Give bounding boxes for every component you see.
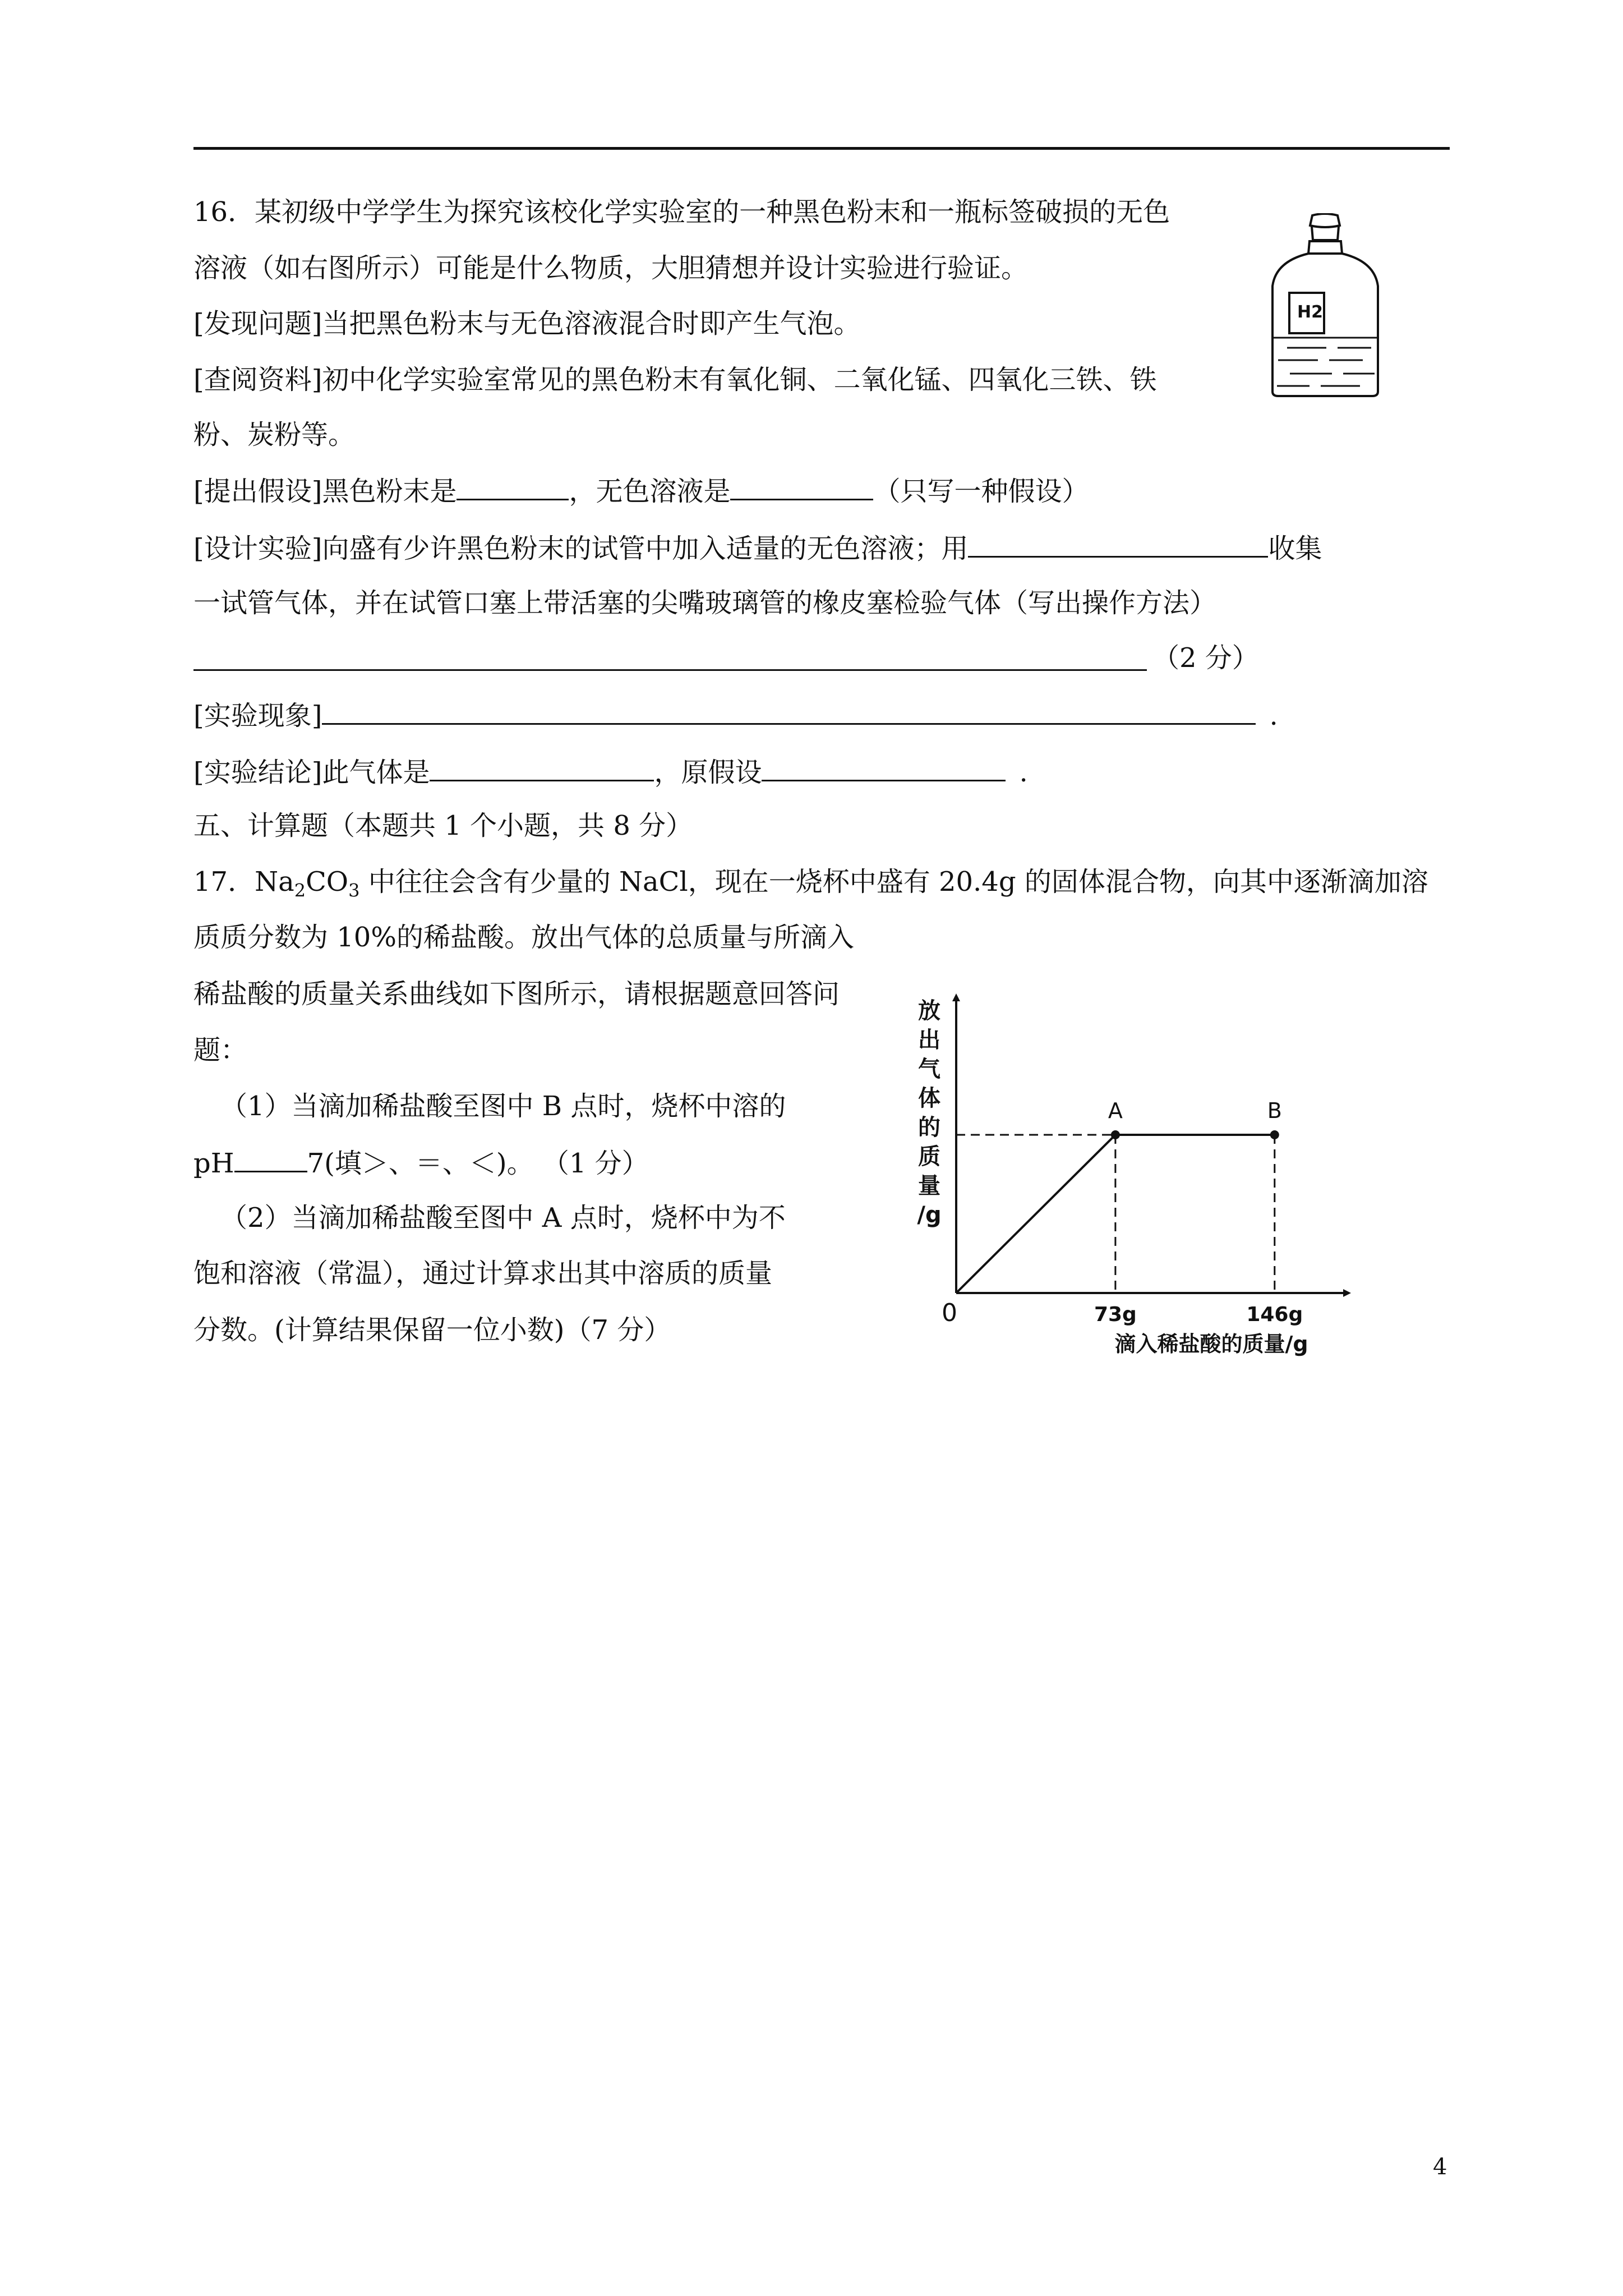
q17-line-4: 题： xyxy=(193,1034,248,1066)
dashed-guides-vertical xyxy=(1115,1135,1275,1293)
hypothesis-result-blank[interactable] xyxy=(762,754,1006,781)
q17-formula-co: CO xyxy=(306,866,349,898)
ph-label: pH xyxy=(193,1148,234,1179)
q17-subscript-3: 3 xyxy=(348,880,360,901)
bottle-stopper xyxy=(1312,227,1339,240)
gas-mass-chart xyxy=(917,979,1377,1372)
operation-method-blank[interactable] xyxy=(193,669,1147,671)
q16-design-cont: 一试管气体，并在试管口塞上带活塞的尖嘴玻璃管的橡皮塞检验气体（写出操作方法） xyxy=(193,587,1217,619)
y-axis-label-char: 体 xyxy=(918,1085,940,1111)
q17-part1-line1: （1）当滴加稀盐酸至图中 B 点时，烧杯中溶的 xyxy=(220,1091,786,1122)
black-powder-blank[interactable] xyxy=(457,473,569,500)
q16-phenomenon xyxy=(193,697,1278,733)
conclusion-hypothesis-label: ，原假设 xyxy=(654,757,762,788)
point-A xyxy=(1111,1130,1120,1139)
x-tick-label: 73g xyxy=(1094,1303,1137,1326)
x-tick-labels xyxy=(1094,1303,1303,1326)
section-5-heading: 五、计算题（本题共 1 个小题，共 8 分） xyxy=(193,810,693,841)
q17-part1-line2 xyxy=(193,1145,649,1180)
design-label: [设计实验]向盛有少许黑色粉末的试管中加入适量的无色溶液；用 xyxy=(193,533,969,564)
q16-design xyxy=(193,530,1322,565)
colorless-solution-blank[interactable] xyxy=(730,473,873,500)
hypothesis-note: （只写一种假设） xyxy=(873,476,1089,507)
conclusion-label: [实验结论]此气体是 xyxy=(193,757,430,788)
point-label-B: B xyxy=(1267,1098,1282,1123)
conclusion-end: . xyxy=(1019,757,1028,788)
hypothesis-label: [提出假设]黑色粉末是 xyxy=(193,476,457,507)
x-axis-label: 滴入稀盐酸的质量/g xyxy=(1114,1332,1308,1356)
q17-part2-line2: 饱和溶液（常温），通过计算求出其中溶质的质量 xyxy=(193,1258,773,1289)
y-axis-label-char: 量 xyxy=(918,1173,940,1199)
y-axis-label-char: 的 xyxy=(918,1115,940,1140)
header-rule xyxy=(193,147,1450,150)
q16-line-2: 溶液（如右图所示）可能是什么物质，大胆猜想并设计实验进行验证。 xyxy=(193,252,1029,284)
ph-blank[interactable] xyxy=(234,1145,307,1172)
q16-found-problem: [发现问题]当把黑色粉末与无色溶液混合时即产生气泡。 xyxy=(193,308,861,339)
design-collect: 收集 xyxy=(1268,533,1322,564)
q17-part2-line1: （2）当滴加稀盐酸至图中 A 点时，烧杯中为不 xyxy=(220,1202,786,1234)
y-axis-label xyxy=(917,998,941,1228)
data-points xyxy=(1108,1098,1282,1139)
q17-line-1 xyxy=(193,865,1428,908)
phenomenon-blank[interactable] xyxy=(322,697,1256,725)
q17-line-1-rest: 中往往会含有少量的 NaCl，现在一烧杯中盛有 20.4g 的固体混合物，向其中逐渐滴加溶 xyxy=(359,866,1428,898)
q17-prefix: 17．Na xyxy=(193,866,294,898)
bottle-stopper-top xyxy=(1310,214,1340,227)
q16-conclusion xyxy=(193,754,1028,789)
y-axis-label-char: 出 xyxy=(918,1027,940,1053)
hypothesis-solution-label: ，无色溶液是 xyxy=(569,476,731,507)
y-axis-label-char: 质 xyxy=(918,1144,940,1170)
point-B xyxy=(1270,1130,1279,1139)
q16-line-1: 16．某初级中学学生为探究该校化学实验室的一种黑色粉末和一瓶标签破损的无色 xyxy=(193,196,1170,228)
q17-line-2: 质质分数为 10%的稀盐酸。放出气体的总质量与所滴入 xyxy=(193,922,854,953)
bottle-label-text: H2 xyxy=(1297,302,1323,322)
q17-part2-line3: 分数。(计算结果保留一位小数)（7 分） xyxy=(193,1314,671,1346)
reagent-bottle-figure xyxy=(1265,213,1385,398)
bottle-neck xyxy=(1308,241,1342,254)
y-axis-label-char: 气 xyxy=(918,1056,940,1082)
phenomenon-end: . xyxy=(1269,700,1278,731)
q17-line-3: 稀盐酸的质量关系曲线如下图所示，请根据题意回答问 xyxy=(193,978,840,1010)
phenomenon-label: [实验现象] xyxy=(193,700,322,731)
y-axis-label-char: 放 xyxy=(918,998,940,1024)
point-label-A: A xyxy=(1108,1098,1123,1123)
ph-comparison: 7(填＞、＝、＜)。 （1 分） xyxy=(307,1148,649,1179)
x-tick-label: 146g xyxy=(1246,1303,1303,1326)
q16-score: （2 分） xyxy=(1152,642,1259,674)
page-number: 4 xyxy=(1433,2154,1447,2180)
q16-hypothesis xyxy=(193,473,1089,508)
q16-references-cont: 粉、炭粉等。 xyxy=(193,419,356,450)
gas-name-blank[interactable] xyxy=(430,754,654,781)
y-axis-label-char: /g xyxy=(917,1202,942,1228)
origin-label: 0 xyxy=(942,1299,957,1327)
collect-method-blank[interactable] xyxy=(968,530,1268,558)
q17-subscript-2: 2 xyxy=(294,880,306,901)
q16-references: [查阅资料]初中化学实验室常见的黑色粉末有氧化铜、二氧化锰、四氧化三铁、铁 xyxy=(193,364,1157,395)
